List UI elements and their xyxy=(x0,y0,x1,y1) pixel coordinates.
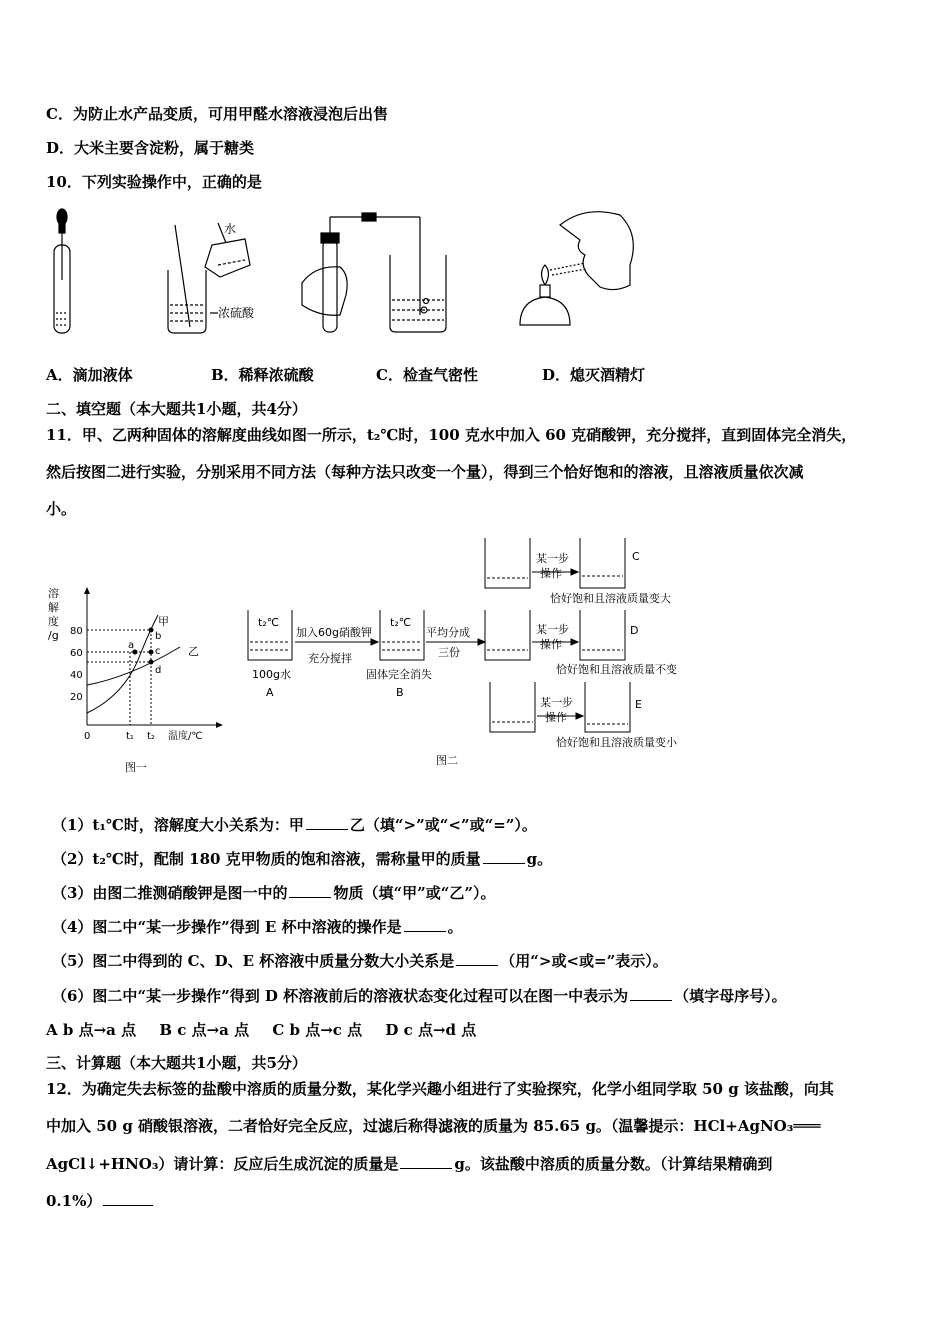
q11-sub4-tail: 。 xyxy=(447,918,463,936)
section2-title: 二、填空题（本大题共1小题，共4分） xyxy=(46,400,307,418)
xtick-t2: t₂ xyxy=(147,731,155,742)
q11-choice-b[interactable]: B c 点→a 点 xyxy=(159,1021,250,1039)
c-desc: 恰好饱和且溶液质量变大 xyxy=(550,592,671,605)
q12-line3-tail: g。该盐酸中溶质的质量分数。（计算结果精确到 xyxy=(454,1155,773,1173)
q11-sub4 xyxy=(52,916,463,937)
q11-sub3-text: （3）由图二推测硝酸钾是图一中的 xyxy=(52,884,288,902)
q11-sub1-blank[interactable] xyxy=(306,815,348,830)
op-bottom-c: 操作 xyxy=(540,567,562,580)
beaker-b-temp: t₂℃ xyxy=(390,616,412,629)
q11-sub6-blank[interactable] xyxy=(630,986,672,1001)
beaker-c xyxy=(580,538,625,588)
xtick-0: 0 xyxy=(84,731,91,742)
q11-sub6 xyxy=(52,985,787,1006)
q9-option-d: D．大米主要含淀粉，属于糖类 xyxy=(46,139,255,157)
ylabel-char: 解 xyxy=(48,601,59,614)
alcohol-lamp-figure xyxy=(520,212,633,325)
op-bottom-e: 操作 xyxy=(545,711,567,724)
label-c: c xyxy=(155,646,161,657)
q11-choice-a[interactable]: A b 点→a 点 xyxy=(46,1021,137,1039)
label-b: b xyxy=(155,631,162,642)
op-bottom-d: 操作 xyxy=(540,638,562,651)
label-jia: 甲 xyxy=(158,615,169,628)
q11-sub1-text: （1）t₁℃时，溶解度大小关系为：甲 xyxy=(52,816,304,834)
q12-blank1[interactable] xyxy=(400,1154,452,1169)
label-a: a xyxy=(128,640,135,651)
ytick-40: 40 xyxy=(70,670,83,681)
q10-option-d: D．熄灭酒精灯 xyxy=(542,366,646,384)
op-top-e: 某一步 xyxy=(540,696,573,709)
point-c xyxy=(149,650,154,655)
q12-blank2[interactable] xyxy=(103,1191,153,1206)
q11-sub3 xyxy=(52,882,495,903)
xtick-t1: t₁ xyxy=(126,731,134,742)
q11-sub5-tail: （用“>或<或=”表示）。 xyxy=(500,952,668,970)
label-d: d xyxy=(155,665,162,676)
label-yi: 乙 xyxy=(188,645,199,658)
q12-line3-text: AgCl↓+HNO₃）请计算：反应后生成沉淀的质量是 xyxy=(46,1155,399,1173)
label-E: E xyxy=(635,698,642,711)
q10-option-c: C．检查气密性 xyxy=(376,366,478,384)
q11-choice-d[interactable]: D c 点→d 点 xyxy=(385,1021,477,1039)
fig1-caption: 图一 xyxy=(125,761,147,774)
q11-sub2-blank[interactable] xyxy=(483,849,525,864)
fig2-caption: 图二 xyxy=(436,754,458,767)
q10-option-b: B．稀释浓硫酸 xyxy=(211,366,314,384)
ylabel-char: 度 xyxy=(48,615,59,628)
label-C: C xyxy=(632,550,640,563)
label-B: B xyxy=(396,686,404,699)
y-axis-arrow xyxy=(84,587,90,594)
q11-sub2-text: （2）t₂℃时，配制 180 克甲物质的饱和溶液，需称量甲的质量 xyxy=(52,850,481,868)
q11-sub4-text: （4）图二中“某一步操作”得到 E 杯中溶液的操作是 xyxy=(52,918,402,936)
q11-choice-c[interactable]: C b 点→c 点 xyxy=(272,1021,363,1039)
q10-option-a: A．滴加液体 xyxy=(46,366,133,384)
q11-sub1 xyxy=(52,814,537,835)
q12-line2: 中加入 50 g 硝酸银溶液，二者恰好完全反应，过滤后称得滤液的质量为 85.65 g。（温馨提示：HCl+AgNO₃═══ xyxy=(46,1117,821,1135)
q11-stem-line2: 然后按图二进行实验，分别采用不同方法（每种方法只改变一个量），得到三个恰好饱和的溶液，且溶液质量依次减 xyxy=(46,463,804,481)
ylabel-char: 溶 xyxy=(48,587,59,600)
q12-line4-text: 0.1%） xyxy=(46,1192,102,1210)
op-top-c: 某一步 xyxy=(536,552,569,565)
beaker-mid-left xyxy=(485,610,530,660)
d-desc: 恰好饱和且溶液质量不变 xyxy=(556,663,677,676)
q11-sub2-tail: g。 xyxy=(526,850,553,868)
water-amount: 100g水 xyxy=(252,668,291,681)
b-desc: 固体完全消失 xyxy=(366,668,432,681)
point-d xyxy=(149,660,154,665)
point-b xyxy=(149,628,154,633)
q9-option-c: C．为防止水产品变质，可用甲醛水溶液浸泡后出售 xyxy=(46,105,388,123)
label-D: D xyxy=(630,624,639,637)
q12-line3 xyxy=(46,1153,772,1174)
ylabel-char: /g xyxy=(48,629,59,642)
q11-sub6-text: （6）图二中“某一步操作”得到 D 杯溶液前后的溶液状态变化过程可以在图一中表示为 xyxy=(52,987,629,1005)
q12-line1: 12．为确定失去标签的盐酸中溶质的质量分数，某化学兴趣小组进行了实验探究，化学小组同学取 50 g 该盐酸，向其 xyxy=(46,1080,834,1098)
ytick-20: 20 xyxy=(70,692,83,703)
ytick-80: 80 xyxy=(70,626,83,637)
e-desc: 恰好饱和且溶液质量变小 xyxy=(556,736,677,749)
q11-choices xyxy=(46,1019,494,1040)
solubility-chart xyxy=(40,585,230,775)
airtightness-figure xyxy=(302,213,446,332)
label-A: A xyxy=(266,686,274,699)
q11-sub5-blank[interactable] xyxy=(456,951,498,966)
experiment-flow xyxy=(240,530,710,770)
split-bottom: 三份 xyxy=(438,646,460,659)
x-axis-arrow xyxy=(216,722,223,728)
acid-label: 浓硫酸 xyxy=(218,306,255,320)
q11-sub2 xyxy=(52,848,552,869)
beaker-d xyxy=(580,610,625,660)
q11-stem-line3: 小。 xyxy=(46,500,77,518)
water-label: 水 xyxy=(224,222,237,236)
beaker-top-left xyxy=(485,538,530,588)
ytick-60: 60 xyxy=(70,648,83,659)
q10-figures xyxy=(40,205,680,355)
section3-title: 三、计算题（本大题共1小题，共5分） xyxy=(46,1054,307,1072)
q11-sub6-tail: （填字母序号）。 xyxy=(674,987,787,1005)
xlabel: 温度/℃ xyxy=(168,731,203,742)
q11-sub3-tail: 物质（填“甲”或“乙”）。 xyxy=(333,884,496,902)
q11-sub5-text: （5）图二中得到的 C、D、E 杯溶液中质量分数大小关系是 xyxy=(52,952,455,970)
split-top: 平均分成 xyxy=(426,626,470,639)
q11-sub1-tail: 乙（填“>”或“<”或“=”）。 xyxy=(349,816,537,834)
step1-top: 加入60g硝酸钾 xyxy=(296,626,372,639)
q11-sub5 xyxy=(52,950,668,971)
beaker-a-temp: t₂℃ xyxy=(258,616,280,629)
beaker-bottom-left xyxy=(490,682,535,732)
q10-stem: 10．下列实验操作中，正确的是 xyxy=(46,173,262,191)
q12-line4 xyxy=(46,1190,155,1211)
step1-bottom: 充分搅拌 xyxy=(308,652,352,665)
q11-sub4-blank[interactable] xyxy=(404,917,446,932)
dropper-figure xyxy=(54,209,70,333)
op-top-d: 某一步 xyxy=(536,623,569,636)
q11-stem-line1: 11．甲、乙两种固体的溶解度曲线如图一所示，t₂℃时，100 克水中加入 60 克硝酸钾，充分搅拌，直到固体完全消失， xyxy=(46,426,857,444)
q11-sub3-blank[interactable] xyxy=(289,883,331,898)
